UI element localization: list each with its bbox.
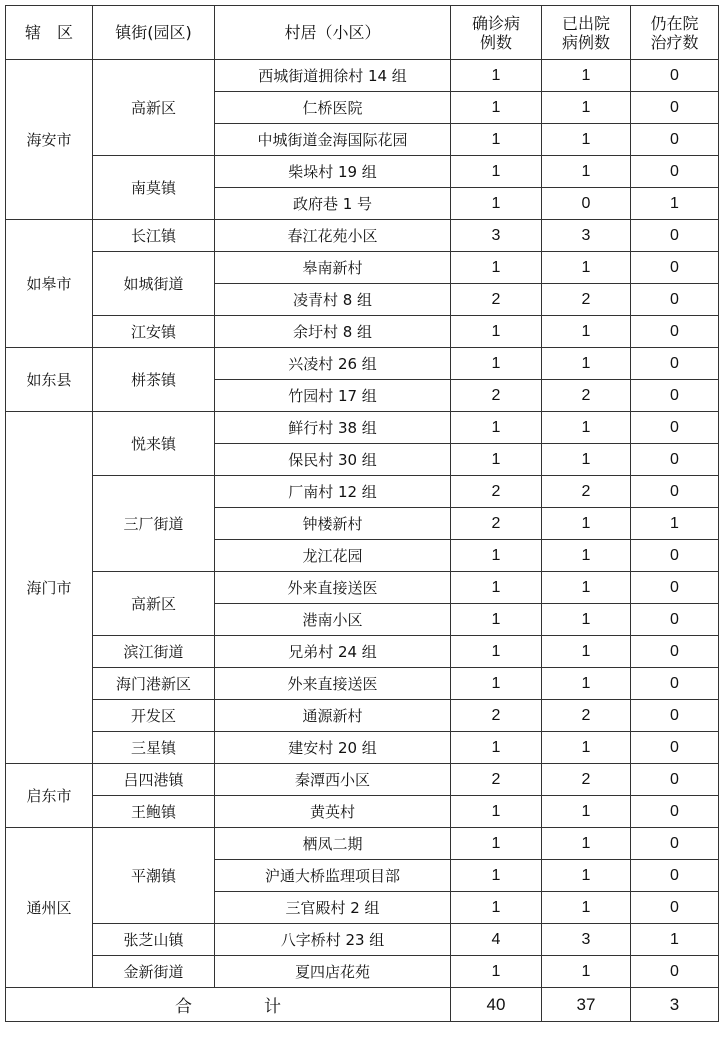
- table-row: [6, 828, 719, 860]
- village-cell: 沪通大桥监理项目部: [215, 860, 451, 892]
- village-cell: 凌青村 8 组: [215, 284, 451, 316]
- discharged-cell: 1: [542, 828, 631, 860]
- confirmed-cell: 1: [451, 892, 542, 924]
- table-row: [6, 764, 719, 796]
- total-confirmed: 40: [451, 988, 542, 1022]
- discharged-cell: 2: [542, 284, 631, 316]
- district-cell: 如东县: [6, 348, 93, 412]
- discharged-cell: 2: [542, 700, 631, 732]
- village-cell: 兴凌村 26 组: [215, 348, 451, 380]
- confirmed-cell: 1: [451, 668, 542, 700]
- in-hospital-cell: 0: [631, 892, 719, 924]
- district-cell: 海安市: [6, 60, 93, 220]
- in-hospital-cell: 0: [631, 476, 719, 508]
- confirmed-cell: 3: [451, 220, 542, 252]
- header-discharged-line2: 病例数: [561, 32, 610, 52]
- district-cell: 通州区: [6, 828, 93, 988]
- village-cell: 栖凤二期: [215, 828, 451, 860]
- confirmed-cell: 1: [451, 412, 542, 444]
- in-hospital-cell: 0: [631, 220, 719, 252]
- village-cell: 鲜行村 38 组: [215, 412, 451, 444]
- table-row: [6, 60, 719, 92]
- in-hospital-cell: 0: [631, 764, 719, 796]
- in-hospital-cell: 0: [631, 796, 719, 828]
- total-in-hospital: 3: [631, 988, 719, 1022]
- village-cell: 竹园村 17 组: [215, 380, 451, 412]
- village-cell: 钟楼新村: [215, 508, 451, 540]
- in-hospital-cell: 0: [631, 156, 719, 188]
- in-hospital-cell: 0: [631, 60, 719, 92]
- in-hospital-cell: 0: [631, 604, 719, 636]
- discharged-cell: 2: [542, 476, 631, 508]
- village-cell: 建安村 20 组: [215, 732, 451, 764]
- village-cell: 春江花苑小区: [215, 220, 451, 252]
- table-row: [6, 796, 719, 828]
- discharged-cell: 1: [542, 956, 631, 988]
- town-cell: 三星镇: [93, 732, 215, 764]
- town-cell: 江安镇: [93, 316, 215, 348]
- table-row: [6, 412, 719, 444]
- discharged-cell: 1: [542, 60, 631, 92]
- table-row: [6, 220, 719, 252]
- town-cell: 开发区: [93, 700, 215, 732]
- table-header: [6, 6, 719, 60]
- in-hospital-cell: 0: [631, 252, 719, 284]
- in-hospital-cell: 0: [631, 668, 719, 700]
- header-town: 镇街(园区): [93, 6, 215, 60]
- confirmed-cell: 2: [451, 284, 542, 316]
- in-hospital-cell: 0: [631, 636, 719, 668]
- discharged-cell: 2: [542, 380, 631, 412]
- header-discharged: [542, 6, 631, 60]
- confirmed-cell: 2: [451, 476, 542, 508]
- village-cell: 中城街道金海国际花园: [215, 124, 451, 156]
- village-cell: 仁桥医院: [215, 92, 451, 124]
- confirmed-cell: 1: [451, 604, 542, 636]
- table-row: [6, 700, 719, 732]
- header-confirmed-line2: 例数: [479, 32, 512, 52]
- village-cell: 秦潭西小区: [215, 764, 451, 796]
- confirmed-cell: 1: [451, 60, 542, 92]
- district-cell: 启东市: [6, 764, 93, 828]
- discharged-cell: 1: [542, 508, 631, 540]
- discharged-cell: 1: [542, 92, 631, 124]
- total-label-right: 计: [264, 997, 281, 1017]
- table-row: [6, 668, 719, 700]
- in-hospital-cell: 0: [631, 860, 719, 892]
- town-cell: 高新区: [93, 60, 215, 156]
- in-hospital-cell: 0: [631, 380, 719, 412]
- table-body: [6, 60, 719, 988]
- confirmed-cell: 2: [451, 508, 542, 540]
- village-cell: 外来直接送医: [215, 668, 451, 700]
- table-row: [6, 316, 719, 348]
- in-hospital-cell: 0: [631, 828, 719, 860]
- discharged-cell: 1: [542, 156, 631, 188]
- discharged-cell: 1: [542, 636, 631, 668]
- confirmed-cell: 4: [451, 924, 542, 956]
- confirmed-cell: 1: [451, 636, 542, 668]
- confirmed-cell: 1: [451, 860, 542, 892]
- confirmed-cell: 1: [451, 252, 542, 284]
- discharged-cell: 2: [542, 764, 631, 796]
- confirmed-cell: 1: [451, 124, 542, 156]
- town-cell: 吕四港镇: [93, 764, 215, 796]
- discharged-cell: 1: [542, 892, 631, 924]
- total-label: [6, 988, 451, 1022]
- town-cell: 张芝山镇: [93, 924, 215, 956]
- town-cell: 长江镇: [93, 220, 215, 252]
- confirmed-cell: 1: [451, 796, 542, 828]
- village-cell: 余圩村 8 组: [215, 316, 451, 348]
- confirmed-cell: 1: [451, 540, 542, 572]
- village-cell: 通源新村: [215, 700, 451, 732]
- village-cell: 柴垛村 19 组: [215, 156, 451, 188]
- in-hospital-cell: 0: [631, 732, 719, 764]
- discharged-cell: 1: [542, 252, 631, 284]
- confirmed-cell: 1: [451, 92, 542, 124]
- district-cell: 海门市: [6, 412, 93, 764]
- village-cell: 厂南村 12 组: [215, 476, 451, 508]
- discharged-cell: 0: [542, 188, 631, 220]
- in-hospital-cell: 0: [631, 444, 719, 476]
- confirmed-cell: 1: [451, 348, 542, 380]
- confirmed-cell: 1: [451, 572, 542, 604]
- town-cell: 栟茶镇: [93, 348, 215, 412]
- discharged-cell: 3: [542, 924, 631, 956]
- town-cell: 如城街道: [93, 252, 215, 316]
- header-village: 村居（小区）: [215, 6, 451, 60]
- confirmed-cell: 1: [451, 316, 542, 348]
- village-cell: 港南小区: [215, 604, 451, 636]
- table-footer: [6, 988, 719, 1022]
- discharged-cell: 1: [542, 124, 631, 156]
- total-discharged: 37: [542, 988, 631, 1022]
- village-cell: 兄弟村 24 组: [215, 636, 451, 668]
- village-cell: 保民村 30 组: [215, 444, 451, 476]
- village-cell: 黄英村: [215, 796, 451, 828]
- village-cell: 皋南新村: [215, 252, 451, 284]
- header-confirmed: [451, 6, 542, 60]
- confirmed-cell: 1: [451, 956, 542, 988]
- table-row: [6, 636, 719, 668]
- discharged-cell: 1: [542, 732, 631, 764]
- discharged-cell: 1: [542, 604, 631, 636]
- confirmed-cell: 2: [451, 764, 542, 796]
- village-cell: 八字桥村 23 组: [215, 924, 451, 956]
- discharged-cell: 1: [542, 860, 631, 892]
- village-cell: 龙江花园: [215, 540, 451, 572]
- header-district: 辖 区: [6, 6, 93, 60]
- table-row: [6, 924, 719, 956]
- discharged-cell: 1: [542, 316, 631, 348]
- discharged-cell: 1: [542, 412, 631, 444]
- case-table: [5, 5, 719, 1022]
- discharged-cell: 1: [542, 668, 631, 700]
- header-in-hospital-line2: 治疗数: [650, 32, 699, 52]
- in-hospital-cell: 0: [631, 572, 719, 604]
- confirmed-cell: 1: [451, 188, 542, 220]
- discharged-cell: 1: [542, 540, 631, 572]
- in-hospital-cell: 0: [631, 412, 719, 444]
- village-cell: 夏四店花苑: [215, 956, 451, 988]
- town-cell: 平潮镇: [93, 828, 215, 924]
- in-hospital-cell: 0: [631, 348, 719, 380]
- in-hospital-cell: 0: [631, 124, 719, 156]
- total-row: [6, 988, 719, 1022]
- in-hospital-cell: 1: [631, 924, 719, 956]
- discharged-cell: 1: [542, 444, 631, 476]
- town-cell: 金新街道: [93, 956, 215, 988]
- header-discharged-line1: 已出院: [561, 13, 610, 33]
- village-cell: 三官殿村 2 组: [215, 892, 451, 924]
- table-row: [6, 732, 719, 764]
- in-hospital-cell: 0: [631, 284, 719, 316]
- discharged-cell: 1: [542, 348, 631, 380]
- header-in-hospital-line1: 仍在院: [650, 13, 699, 33]
- confirmed-cell: 1: [451, 156, 542, 188]
- discharged-cell: 3: [542, 220, 631, 252]
- in-hospital-cell: 1: [631, 188, 719, 220]
- total-label-left: 合: [175, 997, 192, 1017]
- table-row: [6, 956, 719, 988]
- table-row: [6, 572, 719, 604]
- confirmed-cell: 2: [451, 380, 542, 412]
- header-row: [6, 6, 719, 60]
- town-cell: 悦来镇: [93, 412, 215, 476]
- town-cell: 海门港新区: [93, 668, 215, 700]
- in-hospital-cell: 0: [631, 700, 719, 732]
- table-row: [6, 156, 719, 188]
- confirmed-cell: 1: [451, 828, 542, 860]
- table-row: [6, 348, 719, 380]
- header-in-hospital: [631, 6, 719, 60]
- town-cell: 高新区: [93, 572, 215, 636]
- confirmed-cell: 1: [451, 732, 542, 764]
- discharged-cell: 1: [542, 796, 631, 828]
- table-row: [6, 252, 719, 284]
- confirmed-cell: 2: [451, 700, 542, 732]
- town-cell: 王鲍镇: [93, 796, 215, 828]
- header-confirmed-line1: 确诊病: [471, 13, 520, 33]
- town-cell: 南莫镇: [93, 156, 215, 220]
- discharged-cell: 1: [542, 572, 631, 604]
- village-cell: 外来直接送医: [215, 572, 451, 604]
- district-cell: 如皋市: [6, 220, 93, 348]
- table-row: [6, 476, 719, 508]
- village-cell: 西城街道拥徐村 14 组: [215, 60, 451, 92]
- in-hospital-cell: 0: [631, 92, 719, 124]
- in-hospital-cell: 0: [631, 316, 719, 348]
- town-cell: 滨江街道: [93, 636, 215, 668]
- in-hospital-cell: 0: [631, 540, 719, 572]
- town-cell: 三厂街道: [93, 476, 215, 572]
- village-cell: 政府巷 1 号: [215, 188, 451, 220]
- in-hospital-cell: 1: [631, 508, 719, 540]
- confirmed-cell: 1: [451, 444, 542, 476]
- in-hospital-cell: 0: [631, 956, 719, 988]
